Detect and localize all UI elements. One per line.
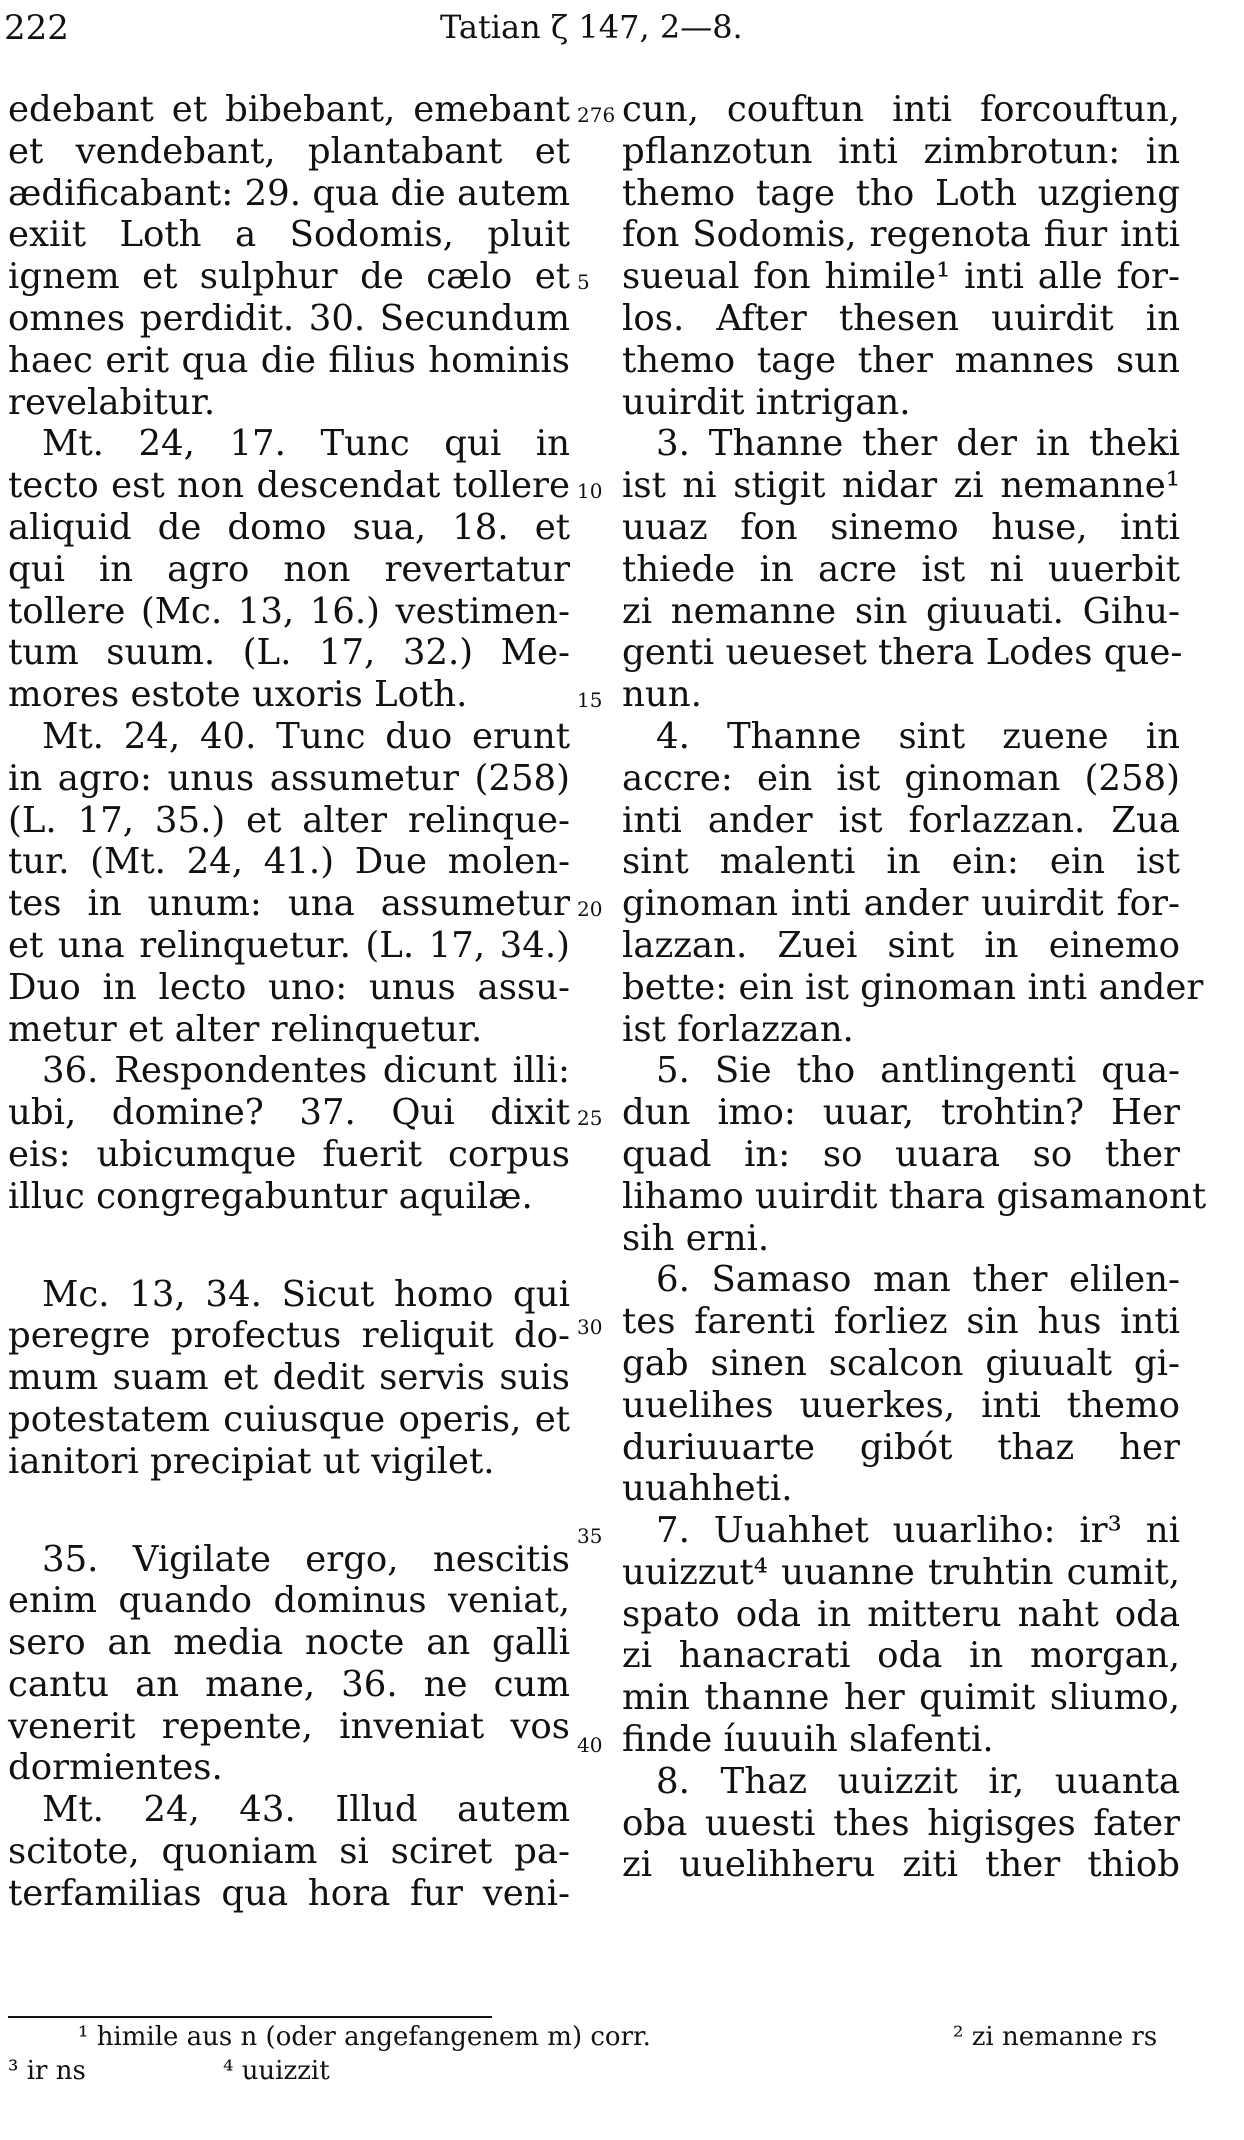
footnote-rule bbox=[8, 2016, 492, 2018]
text-line: metur et alter relinquetur. bbox=[8, 1008, 483, 1050]
line-number: 35 bbox=[577, 1524, 603, 1549]
text-line: themo tage tho Loth uzgieng bbox=[622, 172, 1180, 214]
text-line: tes farenti forliez sin hus inti bbox=[622, 1301, 1180, 1343]
footnote: ⁴ uuizzit bbox=[223, 2056, 330, 2086]
text-line: in agro: unus assumetur (258) bbox=[8, 757, 570, 799]
text-line: themo tage ther mannes sun bbox=[622, 339, 1180, 381]
text-line: uuelihes uuerkes, inti themo bbox=[622, 1384, 1180, 1426]
running-title: Tatian ζ 147, 2—8. bbox=[440, 8, 743, 46]
text-line: uuahheti. bbox=[622, 1468, 793, 1510]
text-line: aliquid de domo sua, 18. et bbox=[8, 506, 570, 548]
text-line: ubi, domine? 37. Qui dixit bbox=[8, 1092, 570, 1134]
text-line: 8. Thaz uuizzit ir, uuanta bbox=[656, 1760, 1180, 1802]
text-line: 6. Samaso man ther elilen- bbox=[656, 1259, 1180, 1301]
text-line: mum suam et dedit servis suis bbox=[8, 1357, 570, 1399]
text-line: lihamo uuirdit thara gisamanont bbox=[622, 1175, 1207, 1217]
text-line: Mt. 24, 40. Tunc duo erunt bbox=[42, 715, 570, 757]
text-line: sint malenti in ein: ein ist bbox=[622, 841, 1180, 883]
text-line: 36. Respondentes dicunt illi: bbox=[42, 1050, 570, 1092]
text-line: ginoman inti ander uuirdit for- bbox=[622, 883, 1180, 925]
footnote: ³ ir ns bbox=[8, 2056, 86, 2086]
text-line: ignem et sulphur de cælo et bbox=[8, 256, 570, 298]
running-header bbox=[0, 4, 1244, 54]
text-line: quad in: so uuara so ther bbox=[622, 1133, 1180, 1175]
text-line: dun imo: uuar, trohtin? Her bbox=[622, 1092, 1180, 1134]
text-line: edebant et bibebant, emebant bbox=[8, 89, 570, 130]
text-line: genti ueueset thera Lodes que- bbox=[622, 632, 1183, 674]
text-line: terfamilias qua hora fur veni- bbox=[8, 1872, 570, 1914]
text-line: 35. Vigilate ergo, nescitis bbox=[42, 1538, 570, 1580]
text-line: lazzan. Zuei sint in einemo bbox=[622, 924, 1180, 966]
text-line: sih erni. bbox=[622, 1217, 770, 1259]
text-line: ianitori precipiat ut vigilet. bbox=[8, 1440, 495, 1482]
line-number: 20 bbox=[577, 897, 603, 922]
latin-column bbox=[8, 89, 570, 1915]
text-line: ist ni stigit nidar zi nemanne¹ bbox=[622, 465, 1180, 507]
footnote: ² zi nemanne rs bbox=[953, 2022, 1158, 2052]
text-line: uuaz fon sinemo huse, inti bbox=[622, 506, 1180, 548]
line-number: 15 bbox=[577, 688, 603, 713]
text-line: uuirdit intrigan. bbox=[622, 381, 911, 423]
line-number: 25 bbox=[577, 1106, 603, 1131]
text-line: zi hanacrati oda in morgan, bbox=[622, 1635, 1180, 1677]
text-line: los. After thesen uuirdit in bbox=[622, 297, 1180, 339]
line-number: 40 bbox=[577, 1733, 603, 1758]
text-line: zi nemanne sin giuuati. Gihu- bbox=[622, 590, 1180, 632]
text-line: mores estote uxoris Loth. bbox=[8, 674, 468, 716]
text-line: tes in unum: una assumetur bbox=[8, 883, 570, 925]
text-line: illuc congregabuntur aquilæ. bbox=[8, 1175, 533, 1217]
text-line: pflanzotun inti zimbrotun: in bbox=[622, 130, 1180, 172]
text-line: spato oda in mitteru naht oda bbox=[622, 1593, 1180, 1635]
text-line: oba uuesti thes higisges fater bbox=[622, 1802, 1180, 1844]
text-line: 5. Sie tho antlingenti qua- bbox=[656, 1050, 1180, 1092]
text-line: finde íuuuih slafenti. bbox=[622, 1719, 994, 1761]
text-line: enim quando dominus veniat, bbox=[8, 1580, 570, 1622]
text-line: dormientes. bbox=[8, 1747, 223, 1789]
text-line: Mt. 24, 43. Illud autem bbox=[42, 1789, 570, 1831]
text-line: inti ander ist forlazzan. Zua bbox=[622, 799, 1180, 841]
text-line: exiit Loth a Sodomis, pluit bbox=[8, 214, 570, 256]
text-line: cun, couftun inti forcouftun, bbox=[622, 89, 1180, 130]
text-line: revelabitur. bbox=[8, 381, 216, 423]
text-line: accre: ein ist ginoman (258) bbox=[622, 757, 1180, 799]
text-line: 4. Thanne sint zuene in bbox=[656, 715, 1180, 757]
line-number: 30 bbox=[577, 1315, 603, 1340]
text-line: eis: ubicumque fuerit corpus bbox=[8, 1133, 570, 1175]
text-line: peregre profectus reliquit do- bbox=[8, 1315, 570, 1357]
text-line: potestatem cuiusque operis, et bbox=[8, 1398, 570, 1440]
text-line: et vendebant, plantabant et bbox=[8, 130, 570, 172]
line-number: 5 bbox=[577, 270, 590, 295]
text-line: tum suum. (L. 17, 32.) Me- bbox=[8, 632, 570, 674]
text-line: omnes perdidit. 30. Secundum bbox=[8, 297, 570, 339]
text-line: venerit repente, inveniat vos bbox=[8, 1705, 570, 1747]
text-line: Mc. 13, 34. Sicut homo qui bbox=[42, 1273, 570, 1315]
text-line: ædificabant: 29. qua die autem bbox=[8, 172, 570, 214]
text-line: gab sinen scalcon giuualt gi- bbox=[622, 1342, 1180, 1384]
text-line: fon Sodomis, regenota fiur inti bbox=[622, 214, 1180, 256]
text-line: (L. 17, 35.) et alter relinque- bbox=[8, 799, 570, 841]
text-line: sueual fon himile¹ inti alle for- bbox=[622, 256, 1180, 298]
text-line: sero an media nocte an galli bbox=[8, 1622, 570, 1664]
text-line: haec erit qua die filius hominis bbox=[8, 339, 570, 381]
text-line: thiede in acre ist ni uuerbit bbox=[622, 548, 1180, 590]
text-line: tur. (Mt. 24, 41.) Due molen- bbox=[8, 841, 570, 883]
line-numbers bbox=[577, 89, 617, 1761]
text-line: ist forlazzan. bbox=[622, 1008, 854, 1050]
text-line: nun. bbox=[622, 674, 702, 716]
page-number: 222 bbox=[4, 8, 69, 48]
text-line: zi uuelihheru ziti ther thiob bbox=[622, 1844, 1180, 1886]
footnote: ¹ himile aus n (oder angefangenem m) corr. bbox=[78, 2022, 651, 2052]
text-line: Duo in lecto uno: unus assu- bbox=[8, 966, 570, 1008]
text-line: 7. Uuahhet uuarliho: ir³ ni bbox=[656, 1510, 1180, 1552]
text-line: min thanne her quimit sliumo, bbox=[622, 1677, 1180, 1719]
text-line: scitote, quoniam si sciret pa- bbox=[8, 1831, 570, 1873]
text-line: cantu an mane, 36. ne cum bbox=[8, 1663, 570, 1705]
text-line: bette: ein ist ginoman inti ander bbox=[622, 966, 1204, 1008]
text-line: qui in agro non revertatur bbox=[8, 548, 570, 590]
text-line: duriuuarte gibót thaz her bbox=[622, 1426, 1180, 1468]
text-line: et una relinquetur. (L. 17, 34.) bbox=[8, 924, 570, 966]
text-line: tecto est non descendat tollere bbox=[8, 465, 570, 507]
text-line: Mt. 24, 17. Tunc qui in bbox=[42, 423, 570, 465]
text-line: uuizzut⁴ uuanne truhtin cumit, bbox=[622, 1551, 1180, 1593]
line-number: 276 bbox=[577, 103, 616, 127]
text-line: tollere (Mc. 13, 16.) vestimen- bbox=[8, 590, 570, 632]
ohg-column bbox=[622, 89, 1207, 1886]
text-line: 3. Thanne ther der in theki bbox=[656, 423, 1180, 465]
line-number: 10 bbox=[577, 479, 603, 504]
